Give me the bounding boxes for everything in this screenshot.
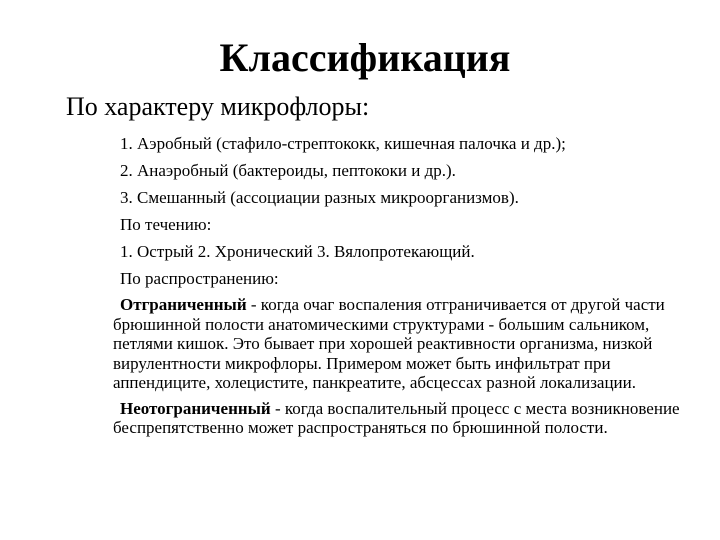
list-item: 2. Анаэробный (бактероиды, пептококи и др.).: [120, 161, 456, 180]
term-delimited: Отграниченный: [120, 295, 247, 314]
list-item: 1. Острый 2. Хронический 3. Вялопротекающий.: [120, 242, 475, 261]
slide-title: Классификация: [219, 35, 511, 80]
list-item: 3. Смешанный (ассоциации разных микроорганизмов).: [120, 188, 519, 207]
subheading-spread: По распространению:: [120, 269, 279, 288]
list-item: 1. Аэробный (стафило-стрептококк, кишечная палочка и др.);: [120, 134, 566, 153]
definition-undelimited: - когда воспалительный процесс с места возникновение беспрепятственно может распространяться по брюшинной полости.: [113, 398, 680, 437]
paragraph-undelimited: [113, 399, 703, 438]
paragraph-delimited: [113, 295, 703, 393]
subheading-course: По течению:: [120, 215, 212, 234]
slide-body: [113, 130, 703, 438]
term-undelimited: Неотограниченный: [120, 398, 271, 418]
definition-delimited: - когда очаг воспаления отграничивается от другой части брюшинной полости анатомическими структурами - большим сальником, петлями кишок. Это бывает при хорошей реактивности организма, низкой вирулентности микрофлоры. Примером может быть инфильтрат при аппендиците, холецистите, панкреатите, абсцессах разной локализации.: [113, 295, 665, 392]
section-heading-microflora: По характеру микрофлоры:: [66, 92, 370, 121]
